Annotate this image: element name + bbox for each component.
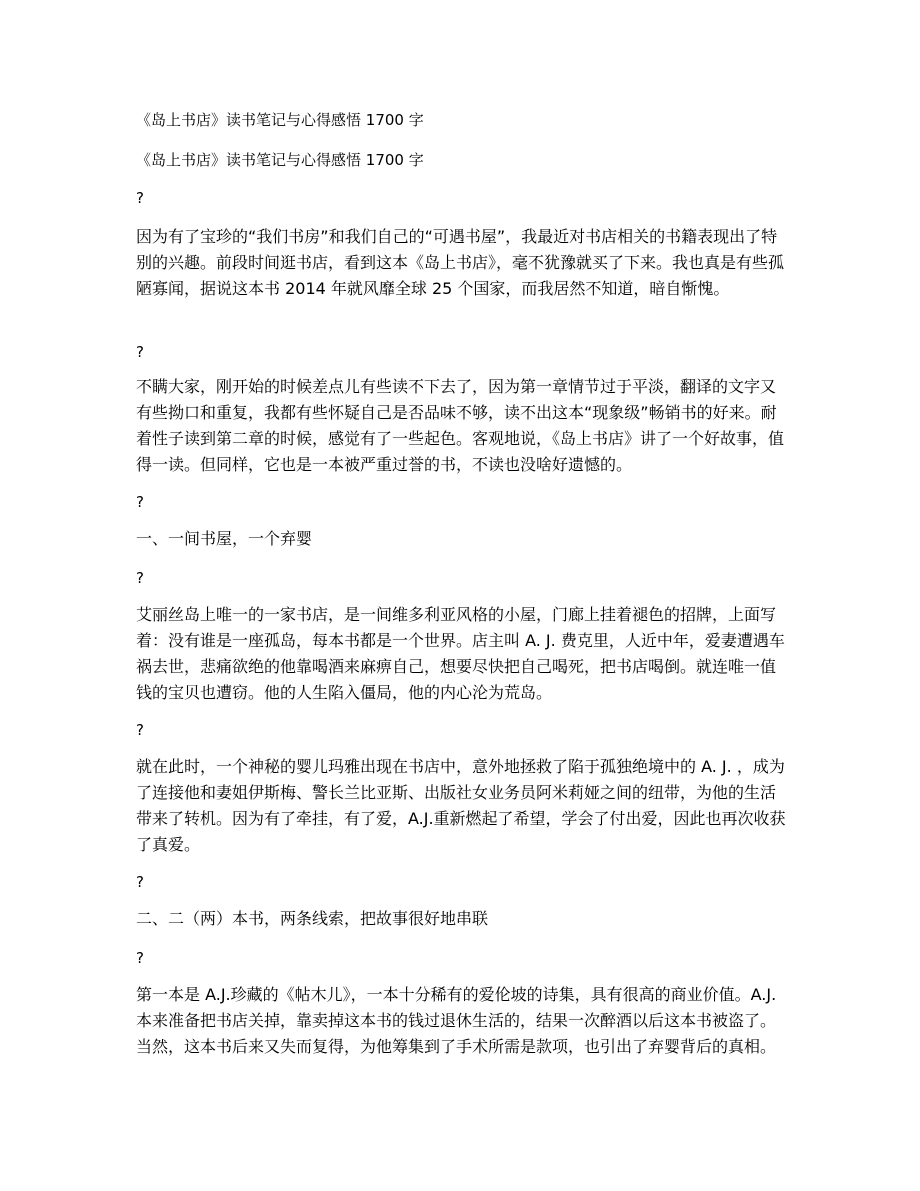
separator-mark: ? (136, 189, 144, 207)
separator-mark: ? (136, 721, 144, 739)
section-heading-2: 二、二（两）本书，两条线索，把故事很好地串联 (136, 909, 489, 928)
separator-mark: ? (136, 569, 144, 587)
separator-mark: ? (136, 873, 144, 891)
paragraph-maya: 就在此时，一个神秘的婴儿玛雅出现在书店中，意外地拯救了陷于孤独绝境中的 A. J. ，成为了连接他和妻姐伊斯梅、警长兰比亚斯、出版社女业务员阿米莉娅之间的纽带，为他的生活带来了转机。因为有了牵挂，有了爱，A.J.重新燃起了希望，学会了付出爱，因此也再次收获了真爱。 (136, 757, 786, 854)
document-title: 《岛上书店》读书笔记与心得感悟 1700 字 (136, 111, 424, 129)
document-title-repeat: 《岛上书店》读书笔记与心得感悟 1700 字 (136, 151, 424, 169)
section-heading-1: 一、一间书屋，一个弃婴 (136, 529, 313, 548)
paragraph-intro: 因为有了宝珍的“我们书房”和我们自己的“可遇书屋”，我最近对书店相关的书籍表现出了特别的兴趣。前段时间逛书店，看到这本《岛上书店》，毫不犹豫就买了下来。我也真是有些孤陋寡闻，据说这本书 2014 年就风靡全球 25 个国家，而我居然不知道，暗自惭愧。 (136, 227, 785, 298)
paragraph-tamerlane: 第一本是 A.J.珍藏的《帖木儿》，一本十分稀有的爱伦坡的诗集，具有很高的商业价值。A.J.本来准备把书店关掉，靠卖掉这本书的钱过退休生活的，结果一次醉酒以后这本书被盗了。当然，这本书后来又失而复得，为他筹集到了手术所需是款项，也引出了弃婴背后的真相。 (136, 985, 777, 1056)
paragraph-bookstore: 艾丽丝岛上唯一的一家书店，是一间维多利亚风格的小屋，门廊上挂着褪色的招牌，上面写着：没有谁是一座孤岛，每本书都是一个世界。店主叫 A. J. 费克里，人近中年，爱妻遭遇车祸去世，悲痛欲绝的他靠喝酒来麻痹自己，想要尽快把自己喝死，把书店喝倒。就连唯一值钱的宝贝也遭窃。他的人生陷入僵局，他的内心沦为荒岛。 (136, 605, 785, 702)
separator-mark: ? (136, 343, 144, 361)
separator-mark: ? (136, 949, 144, 967)
paragraph-opinion: 不瞒大家，刚开始的时候差点儿有些读不下去了，因为第一章情节过于平淡，翻译的文字又有些拗口和重复，我都有些怀疑自己是否品味不够，读不出这本“现象级”畅销书的好来。耐着性子读到第二章的时候，感觉有了一些起色。客观地说，《岛上书店》讲了一个好故事，值得一读。但同样，它也是一本被严重过誉的书，不读也没啥好遗憾的。 (136, 377, 785, 474)
separator-mark: ? (136, 493, 144, 511)
